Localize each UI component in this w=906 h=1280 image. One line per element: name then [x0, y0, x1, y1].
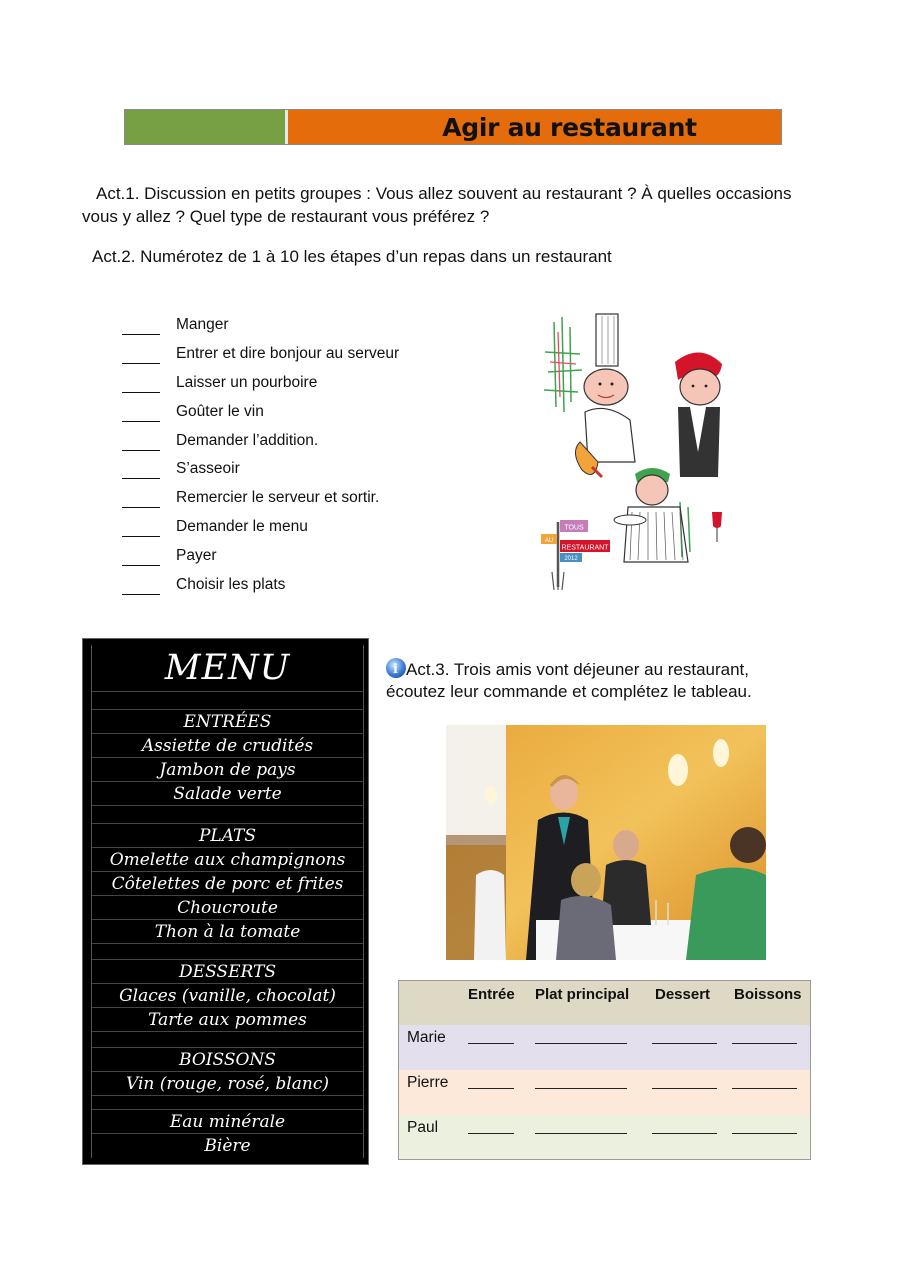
plate [614, 515, 646, 525]
step-label: Demander l’addition. [176, 431, 319, 449]
answer-blank[interactable] [732, 1043, 797, 1044]
restaurant-photo [446, 725, 766, 960]
menu-item: Jambon de pays [92, 757, 363, 782]
table-header-boissons: Boissons [734, 986, 802, 1003]
menu-plats-heading: PLATS [92, 823, 363, 848]
menu-item: Eau minérale [92, 1109, 363, 1134]
menu-item: Bière [204, 1136, 251, 1156]
menu-item: Vin (rouge, rosé, blanc) [92, 1071, 363, 1096]
menu-item: Côtelettes de porc et frites [92, 871, 363, 896]
title-banner-orange-block [288, 110, 781, 144]
waiter-face [680, 369, 720, 405]
menu-item: Tarte aux pommes [92, 1007, 363, 1032]
wine-glass [712, 512, 722, 528]
audio-info-icon[interactable] [386, 658, 406, 678]
number-blank[interactable] [122, 594, 160, 595]
table-header-dessert: Dessert [655, 986, 711, 1003]
list-item [122, 513, 502, 542]
table-row [399, 1115, 810, 1159]
answer-blank[interactable] [652, 1133, 717, 1134]
table-row [399, 1025, 810, 1070]
menu-desserts-heading: DESSERTS [92, 959, 363, 984]
menu-item: Glaces (vanille, chocolat) [92, 983, 363, 1008]
answer-blank[interactable] [468, 1043, 514, 1044]
menu-spacer [92, 805, 363, 824]
list-item [122, 570, 502, 599]
activity-3-text: Act.3. Trois amis vont déjeuner au restaurant, écoutez leur commande et complétez le tableau. [386, 660, 752, 701]
steps-list [122, 311, 502, 599]
sign-tous-text: TOUS [564, 524, 584, 532]
activity-3 [386, 658, 806, 703]
answer-blank[interactable] [652, 1088, 717, 1089]
table-header-entree: Entrée [468, 986, 515, 1003]
table-header-plat: Plat principal [535, 986, 630, 1003]
list-item [122, 455, 502, 484]
table-row [399, 1070, 810, 1115]
answer-blank[interactable] [468, 1088, 514, 1089]
photo-window [446, 725, 506, 845]
diner-face [636, 475, 668, 505]
step-label: Demander le menu [176, 517, 308, 535]
number-blank[interactable] [122, 421, 160, 422]
answer-blank[interactable] [468, 1133, 514, 1134]
step-label: Choisir les plats [176, 575, 286, 593]
number-blank[interactable] [122, 536, 160, 537]
number-blank[interactable] [122, 334, 160, 335]
step-label: Laisser un pourboire [176, 373, 318, 391]
menu-item: Assiette de crudités [92, 733, 363, 758]
list-item [122, 484, 502, 513]
title-banner-green-block [125, 110, 288, 144]
answer-blank[interactable] [535, 1133, 627, 1134]
chef-face [584, 369, 628, 405]
list-item [122, 397, 502, 426]
chef-body [585, 408, 635, 462]
restaurant-illustration [540, 302, 740, 592]
title-banner [124, 109, 782, 145]
sign-au-text: AU [544, 538, 554, 544]
list-item [122, 541, 502, 570]
answer-blank[interactable] [732, 1088, 797, 1089]
menu-boissons-heading: BOISSONS [92, 1047, 363, 1072]
diner-man-head [613, 830, 639, 860]
menu-entrees-heading: ENTRÉES [92, 709, 363, 734]
order-table [398, 980, 811, 1160]
number-blank[interactable] [122, 363, 160, 364]
answer-blank[interactable] [652, 1043, 717, 1044]
number-blank[interactable] [122, 565, 160, 566]
menu-board [82, 638, 369, 1165]
answer-blank[interactable] [535, 1088, 627, 1089]
answer-blank[interactable] [732, 1133, 797, 1134]
list-item [122, 311, 502, 340]
table-header-blank [399, 981, 457, 1025]
answer-blank[interactable] [535, 1043, 627, 1044]
step-label: Remercier le serveur et sortir. [176, 489, 380, 507]
list-item [122, 340, 502, 369]
activity-1-text: Act.1. Discussion en petits groupes : Vous allez souvent au restaurant ? À quelles occasions vous y allez ? Quel type de restaurant vous préférez ? [82, 184, 792, 226]
menu-item: Omelette aux champignons [92, 847, 363, 872]
activity-2-text: Act.2. Numérotez de 1 à 10 les étapes d’un repas dans un restaurant [92, 247, 612, 266]
menu-title: MENU [92, 645, 363, 692]
step-label: Payer [176, 546, 217, 564]
menu-spacer [92, 1031, 363, 1048]
table-row-name: Marie [407, 1029, 446, 1046]
table-header-row [399, 981, 810, 1025]
number-blank[interactable] [122, 392, 160, 393]
page-title: Agir au restaurant [442, 112, 697, 142]
menu-spacer [92, 943, 363, 960]
fork-icon [552, 572, 564, 590]
step-label: Goûter le vin [176, 402, 264, 420]
menu-spacer [92, 691, 363, 710]
sign-restaurant-text: RESTAURANT [561, 544, 609, 552]
chef-hat [596, 314, 618, 366]
diner-woman-head [571, 863, 601, 897]
wall-lamp [668, 754, 688, 786]
table-row-name: Pierre [407, 1074, 449, 1091]
menu-item: Choucroute [92, 895, 363, 920]
table-row-name: Paul [407, 1119, 439, 1136]
menu-spacer [92, 1095, 363, 1110]
step-label: S’asseoir [176, 460, 240, 478]
menu-item: Salade verte [92, 781, 363, 806]
menu-item: Thon à la tomate [92, 919, 363, 944]
list-item [122, 426, 502, 455]
step-label: Entrer et dire bonjour au serveur [176, 345, 400, 363]
sign-year-text: 2012 [564, 556, 578, 562]
menu-board-inner [91, 645, 364, 1158]
list-item [122, 369, 502, 398]
number-blank[interactable] [122, 507, 160, 508]
step-label: Manger [176, 316, 229, 334]
diner-green-head [730, 827, 766, 863]
number-blank[interactable] [122, 450, 160, 451]
number-blank[interactable] [122, 478, 160, 479]
